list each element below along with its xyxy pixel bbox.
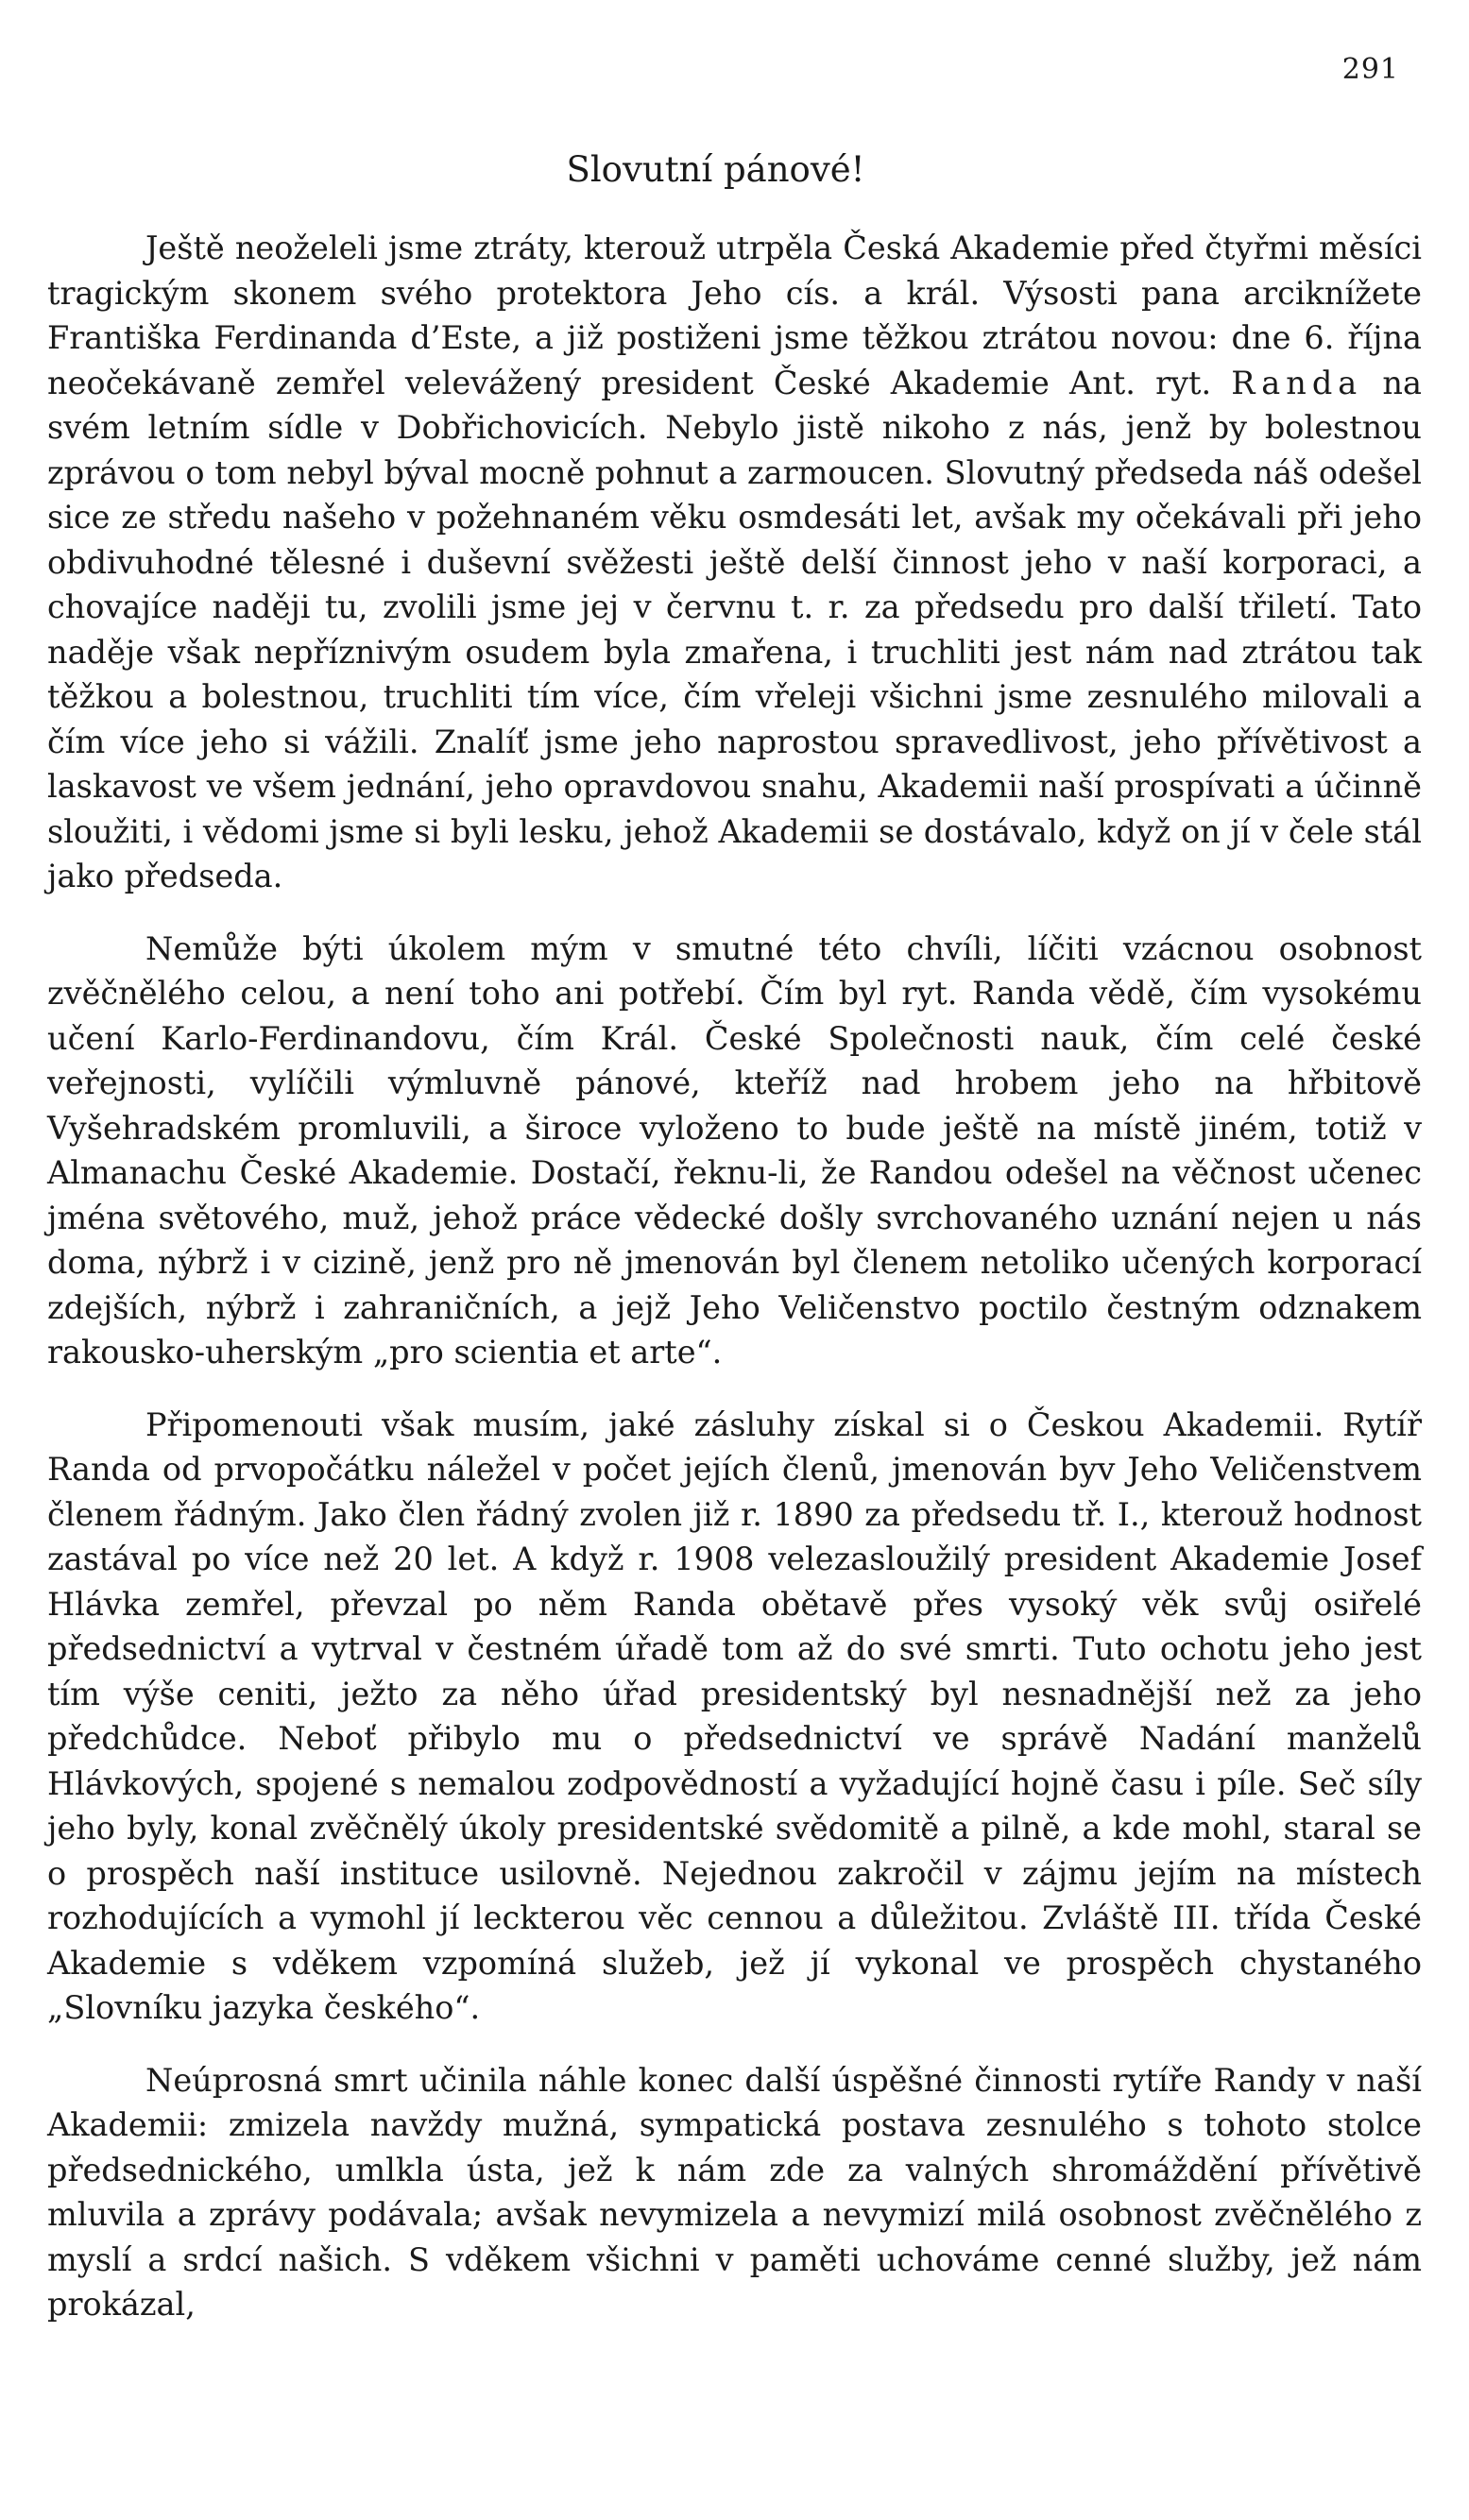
book-page xyxy=(47,47,1422,2355)
paragraph-1 xyxy=(47,226,1422,899)
page-number: 291 xyxy=(1341,53,1399,86)
paragraph-2: Nemůže býti úkolem mým v smutné této chvíli, líčiti vzácnou osobnost zvěčnělého celou, a není toho ani potřebí. Čím byl ryt. Randa vědě, čím vysokému učení Karlo-Ferdinandovu, čím Král. České Společnosti nauk, čím celé české veřejnosti, vylíčili výmluvně pánové, kteříž nad hrobem jeho na hřbitově Vyšehradském promluvili, a široce vyloženo to bude ještě na místě jiném, totiž v Almanachu České Akademie. Dostačí, řeknu-li, že Randou odešel na věčnost učenec jména světového, muž, jehož práce vědecké došly svrchovaného uznání nejen u nás doma, nýbrž i v cizině, jenž pro ně jmenován byl členem netoliko učených korporací zdejších, nýbrž i zahraničních, a jejž Jeho Veličenstvo poctilo čestným odznakem rakousko-uherským „pro scientia et arte“. xyxy=(47,929,1422,1371)
salutation-heading: Slovutní pánové! xyxy=(566,149,865,190)
paragraph-1-text-before: Ještě neoželeli jsme ztráty, kterouž utrpěla Česká Akademie před čtyřmi měsíci tragickým skonem svého protektora Jeho cís. a král. Výsosti pana arciknížete Františka Ferdinanda d’Este, a již postiženi jsme těžkou ztrátou novou: dne 6. října neočekávaně zemřel velevážený president České Akademie Ant. ryt. xyxy=(47,230,1422,401)
name-randa-spaced: Randa xyxy=(1231,364,1363,401)
paragraph-1-text-after: na svém letním sídle v Dobřichovicích. Nebylo jistě nikoho z nás, jenž by bolestnou zprávou o tom nebyl býval mocně pohnut a zarmoucen. Slovutný předseda náš odešel sice ze středu našeho v požehnaném věku osmdesáti let, avšak my očekávali při jeho obdivuhodné tělesné i duševní svěžesti ještě delší činnost jeho v naší korporaci, a chovajíce naději tu, zvolili jsme jej v červnu t. r. za předsedu pro další třiletí. Tato naděje však nepříznivým osudem byla zmařena, i truchliti jest nám nad ztrátou tak těžkou a bolestnou, truchliti tím více, čím vřeleji všichni jsme zesnulého milovali a čím více jeho si vážili. Znalíť jsme jeho naprostou spravedlivost, jeho přívětivost a laskavost ve všem jednání, jeho opravdovou snahu, Akademii naší prospívati a účinně sloužiti, i vědomi jsme si byli lesku, jehož Akademii se dostávalo, když on jí v čele stál jako předseda. xyxy=(47,364,1422,894)
paragraph-4: Neúprosná smrt učinila náhle konec další úspěšné činnosti rytíře Randy v naší Akademii: zmizela navždy mužná, sympatická postava zesnulého s tohoto stolce předsednického, umlkla ústa, jež k nám zde za valných shromáždění přívětivě mluvila a zprávy podávala; avšak nevymizela a nevymizí milá osobnost zvěčnělého z myslí a srdcí našich. S vděkem všichni v paměti uchováme cenné služby, jež nám prokázal, xyxy=(47,2061,1422,2323)
paragraph-3: Připomenouti však musím, jaké zásluhy získal si o Českou Akademii. Rytíř Randa od prvopočátku náležel v počet jejích členů, jmenován byv Jeho Veličenstvem členem řádným. Jako člen řádný zvolen již r. 1890 za předsedu tř. I., kterouž hodnost zastával po více než 20 let. A když r. 1908 velezasloužilý president Akademie Josef Hlávka zemřel, převzal po něm Randa obětavě přes vysoký věk svůj osiřelé předsednictví a vytrval v čestném úřadě tom až do své smrti. Tuto ochotu jeho jest tím výše ceniti, ježto za něho úřad presidentský byl nesnadnější než za jeho předchůdce. Neboť přibylo mu o předsednictví ve správě Nadání manželů Hlávkových, spojené s nemalou zodpovědností a vyžadující hojně času i píle. Seč síly jeho byly, konal zvěčnělý úkoly presidentské svědomitě a pilně, a kde mohl, staral se o prospěch naší instituce usilovně. Nejednou zakročil v zájmu jejím na místech rozhodujících a vymohl jí leckterou věc cennou a důležitou. Zvláště III. třída České Akademie s vděkem vzpomíná služeb, jež jí vykonal ve prospěch chystaného „Slovníku jazyka českého“. xyxy=(47,1405,1422,2026)
